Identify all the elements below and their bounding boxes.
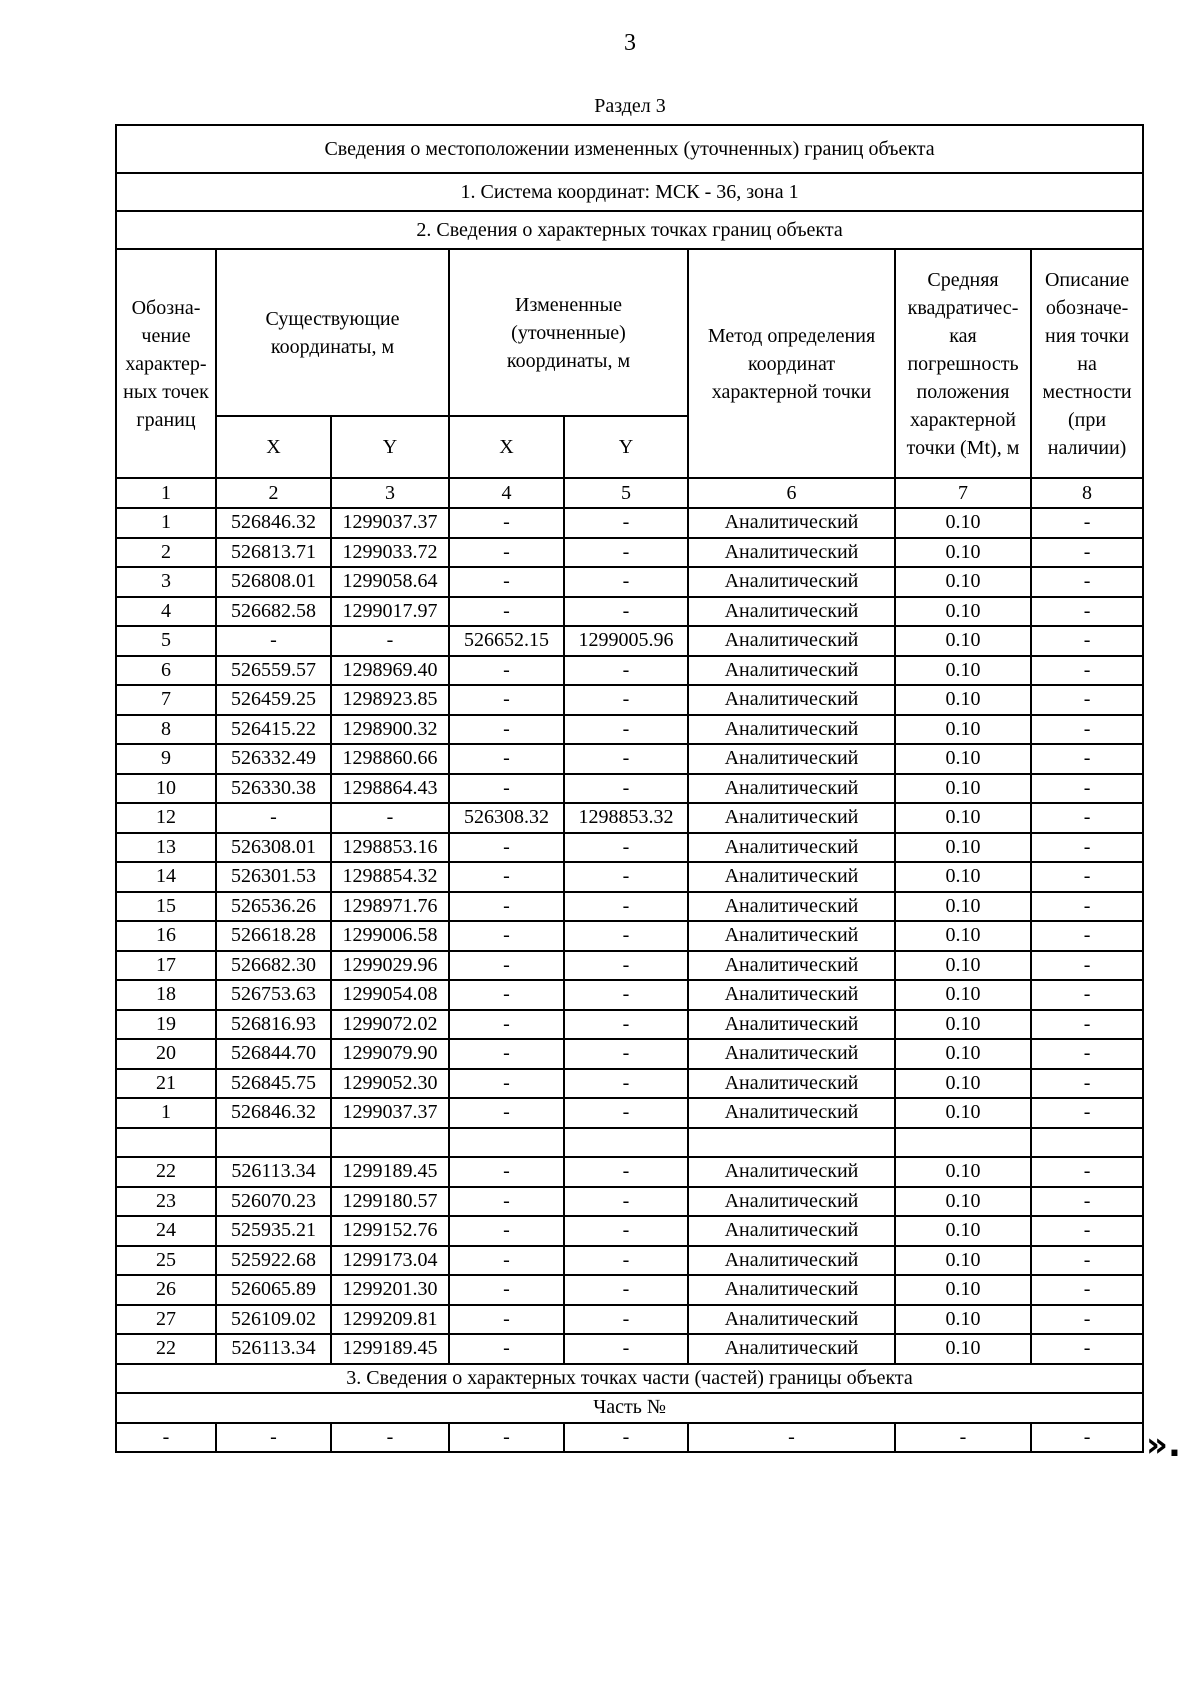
cell-3: 1299033.72 xyxy=(331,538,449,568)
cell-7: 0.10 xyxy=(895,862,1031,892)
table-row xyxy=(116,538,1143,568)
column-number-6: 6 xyxy=(688,478,895,508)
cell-7: 0.10 xyxy=(895,1216,1031,1246)
table-row xyxy=(116,626,1143,656)
cell-2: 526536.26 xyxy=(216,892,331,922)
cell-4: - xyxy=(449,833,564,863)
table-row xyxy=(116,685,1143,715)
cell-1: 19 xyxy=(116,1010,216,1040)
cell-5: - xyxy=(564,1334,688,1364)
column-number-7: 7 xyxy=(895,478,1031,508)
cell-8: - xyxy=(1031,1246,1143,1276)
cell-2: 526846.32 xyxy=(216,1098,331,1128)
cell-1: 9 xyxy=(116,744,216,774)
cell-8: - xyxy=(1031,1216,1143,1246)
cell-6: Аналитический xyxy=(688,685,895,715)
cell-4: - xyxy=(449,685,564,715)
cell-4: - xyxy=(449,715,564,745)
cell-3: 1299189.45 xyxy=(331,1157,449,1187)
cell-8: - xyxy=(1031,1039,1143,1069)
cell-3: - xyxy=(331,626,449,656)
cell-6: Аналитический xyxy=(688,1098,895,1128)
coordinate-system: 1. Система координат: МСК - 36, зона 1 xyxy=(116,173,1143,211)
cell-5: - xyxy=(564,774,688,804)
cell-1: 6 xyxy=(116,656,216,686)
cell-7: 0.10 xyxy=(895,774,1031,804)
column-number-4: 4 xyxy=(449,478,564,508)
cell-4: - xyxy=(449,980,564,1010)
cell-1: 14 xyxy=(116,862,216,892)
table-row xyxy=(116,597,1143,627)
table-row xyxy=(116,1246,1143,1276)
cell-6: Аналитический xyxy=(688,1246,895,1276)
cell-6: Аналитический xyxy=(688,656,895,686)
cell-3: 1299209.81 xyxy=(331,1305,449,1335)
cell-3: 1298853.16 xyxy=(331,833,449,863)
part-cell-6: - xyxy=(688,1423,895,1453)
cell-5: - xyxy=(564,508,688,538)
cell-6: Аналитический xyxy=(688,921,895,951)
cell-7: 0.10 xyxy=(895,508,1031,538)
cell-5: - xyxy=(564,833,688,863)
cell-2: - xyxy=(216,626,331,656)
cell-7: 0.10 xyxy=(895,951,1031,981)
cell-7: 0.10 xyxy=(895,1039,1031,1069)
cell-8: - xyxy=(1031,1275,1143,1305)
cell-3: 1298860.66 xyxy=(331,744,449,774)
cell-8: - xyxy=(1031,685,1143,715)
points-heading: 2. Сведения о характерных точках границ объекта xyxy=(116,211,1143,249)
cell-3: 1299152.76 xyxy=(331,1216,449,1246)
cell-2: 526065.89 xyxy=(216,1275,331,1305)
cell-3: 1298854.32 xyxy=(331,862,449,892)
cell-1: 20 xyxy=(116,1039,216,1069)
cell-2: 525922.68 xyxy=(216,1246,331,1276)
cell-2: 526846.32 xyxy=(216,508,331,538)
cell-2: 526845.75 xyxy=(216,1069,331,1099)
header-changed-y: Y xyxy=(564,416,688,478)
column-number-8: 8 xyxy=(1031,478,1143,508)
cell-5: - xyxy=(564,1246,688,1276)
cell-2: 526753.63 xyxy=(216,980,331,1010)
cell-7: 0.10 xyxy=(895,538,1031,568)
cell-8: - xyxy=(1031,538,1143,568)
cell-6: Аналитический xyxy=(688,1187,895,1217)
cell-6: Аналитический xyxy=(688,951,895,981)
cell-4: - xyxy=(449,1039,564,1069)
cell-2: 526682.58 xyxy=(216,597,331,627)
cell-5: - xyxy=(564,538,688,568)
header-method: Метод определения координат характерной точки xyxy=(688,249,895,478)
cell-8: - xyxy=(1031,744,1143,774)
table-row xyxy=(116,833,1143,863)
cell-5: - xyxy=(564,1069,688,1099)
cell-3: 1298864.43 xyxy=(331,774,449,804)
header-changed-coords: Измененные (уточненные) координаты, м xyxy=(449,249,688,416)
cell-4: - xyxy=(449,951,564,981)
cell-6: Аналитический xyxy=(688,774,895,804)
cell-5: - xyxy=(564,951,688,981)
table-row xyxy=(116,508,1143,538)
cell-1: 22 xyxy=(116,1334,216,1364)
cell-8: - xyxy=(1031,567,1143,597)
cell-3: 1298969.40 xyxy=(331,656,449,686)
cell-3: 1299180.57 xyxy=(331,1187,449,1217)
cell-7: 0.10 xyxy=(895,1305,1031,1335)
cell-7: 0.10 xyxy=(895,803,1031,833)
cell-7: 0.10 xyxy=(895,715,1031,745)
cell-2: 526682.30 xyxy=(216,951,331,981)
cell-2: 526808.01 xyxy=(216,567,331,597)
part-row xyxy=(116,1423,1143,1453)
cell-2: 525935.21 xyxy=(216,1216,331,1246)
cell-4: - xyxy=(449,1216,564,1246)
cell-5: - xyxy=(564,567,688,597)
cell-4: - xyxy=(449,921,564,951)
header-error: Средняя квадратичес-кая погрешность положения характерной точки (Mt), м xyxy=(895,249,1031,478)
section-title: Раздел 3 xyxy=(594,95,666,117)
cell-3: 1298923.85 xyxy=(331,685,449,715)
cell-4: - xyxy=(449,774,564,804)
cell-1: 27 xyxy=(116,1305,216,1335)
cell-4: 526652.15 xyxy=(449,626,564,656)
cell-3: 1298900.32 xyxy=(331,715,449,745)
cell-2: 526816.93 xyxy=(216,1010,331,1040)
cell-8: - xyxy=(1031,715,1143,745)
cell-4: - xyxy=(449,567,564,597)
cell-1: 13 xyxy=(116,833,216,863)
cell-8: - xyxy=(1031,1157,1143,1187)
cell-1: 17 xyxy=(116,951,216,981)
table-row xyxy=(116,892,1143,922)
cell-1: 4 xyxy=(116,597,216,627)
cell-7: 0.10 xyxy=(895,567,1031,597)
header-description: Описание обозначе-ния точки на местности (при наличии) xyxy=(1031,249,1143,478)
cell-5: - xyxy=(564,1275,688,1305)
cell-4: - xyxy=(449,1334,564,1364)
cell-6: Аналитический xyxy=(688,892,895,922)
header-changed-x: X xyxy=(449,416,564,478)
cell-8: - xyxy=(1031,1010,1143,1040)
part-cell-2: - xyxy=(216,1423,331,1453)
cell-1: 21 xyxy=(116,1069,216,1099)
table-row xyxy=(116,715,1143,745)
table-row xyxy=(116,980,1143,1010)
cell-7: 0.10 xyxy=(895,1010,1031,1040)
table-row xyxy=(116,1187,1143,1217)
cell-5: - xyxy=(564,921,688,951)
cell-6: Аналитический xyxy=(688,1010,895,1040)
table-row xyxy=(116,1010,1143,1040)
column-number-row xyxy=(116,478,1143,508)
cell-5: - xyxy=(564,656,688,686)
cell-7: 0.10 xyxy=(895,685,1031,715)
cell-5: - xyxy=(564,1305,688,1335)
cell-5: - xyxy=(564,597,688,627)
cell-1: 12 xyxy=(116,803,216,833)
cell-1: 10 xyxy=(116,774,216,804)
cell-6: Аналитический xyxy=(688,597,895,627)
cell-4: - xyxy=(449,1187,564,1217)
cell-7: 0.10 xyxy=(895,921,1031,951)
cell-2: 526559.57 xyxy=(216,656,331,686)
cell-4: - xyxy=(449,656,564,686)
header-existing-coords: Существующие координаты, м xyxy=(216,249,449,416)
boundary-table xyxy=(115,124,1144,1453)
cell-8: - xyxy=(1031,803,1143,833)
table-row xyxy=(116,1039,1143,1069)
table-row xyxy=(116,1334,1143,1364)
cell-5: - xyxy=(564,980,688,1010)
part-cell-7: - xyxy=(895,1423,1031,1453)
cell-7: 0.10 xyxy=(895,1098,1031,1128)
cell-6: Аналитический xyxy=(688,567,895,597)
cell-4: - xyxy=(449,1246,564,1276)
cell-4: - xyxy=(449,538,564,568)
cell-2: 526308.01 xyxy=(216,833,331,863)
cell-4: - xyxy=(449,892,564,922)
cell-2: 526070.23 xyxy=(216,1187,331,1217)
cell-1: 26 xyxy=(116,1275,216,1305)
cell-3: 1299201.30 xyxy=(331,1275,449,1305)
cell-3: 1299072.02 xyxy=(331,1010,449,1040)
table-row xyxy=(116,1305,1143,1335)
cell-2: 526813.71 xyxy=(216,538,331,568)
cell-1: 23 xyxy=(116,1187,216,1217)
cell-8: - xyxy=(1031,656,1143,686)
cell-3: 1299173.04 xyxy=(331,1246,449,1276)
cell-8: - xyxy=(1031,1305,1143,1335)
cell-6: Аналитический xyxy=(688,538,895,568)
cell-5: 1299005.96 xyxy=(564,626,688,656)
cell-6: Аналитический xyxy=(688,980,895,1010)
cell-3: 1299017.97 xyxy=(331,597,449,627)
cell-4: - xyxy=(449,1010,564,1040)
cell-5: - xyxy=(564,1039,688,1069)
cell-7: 0.10 xyxy=(895,626,1031,656)
cell-6: Аналитический xyxy=(688,715,895,745)
cell-6: Аналитический xyxy=(688,1069,895,1099)
cell-5: - xyxy=(564,685,688,715)
cell-5: - xyxy=(564,892,688,922)
column-number-5: 5 xyxy=(564,478,688,508)
cell-6: Аналитический xyxy=(688,1039,895,1069)
cell-8: - xyxy=(1031,1334,1143,1364)
cell-8: - xyxy=(1031,862,1143,892)
cell-1: 22 xyxy=(116,1157,216,1187)
cell-6: Аналитический xyxy=(688,1157,895,1187)
table-caption: Сведения о местоположении измененных (уточненных) границ объекта xyxy=(116,125,1143,173)
cell-5: - xyxy=(564,862,688,892)
cell-3: 1299029.96 xyxy=(331,951,449,981)
cell-4: - xyxy=(449,1305,564,1335)
table-row xyxy=(116,567,1143,597)
table-row xyxy=(116,951,1143,981)
cell-8: - xyxy=(1031,833,1143,863)
cell-1: 7 xyxy=(116,685,216,715)
table-row xyxy=(116,1275,1143,1305)
cell-8: - xyxy=(1031,774,1143,804)
table-row xyxy=(116,1069,1143,1099)
cell-2: 526618.28 xyxy=(216,921,331,951)
cell-7: 0.10 xyxy=(895,597,1031,627)
column-number-3: 3 xyxy=(331,478,449,508)
cell-3: 1299058.64 xyxy=(331,567,449,597)
part-cell-3: - xyxy=(331,1423,449,1453)
cell-8: - xyxy=(1031,1098,1143,1128)
cell-6: Аналитический xyxy=(688,803,895,833)
cell-3: 1299006.58 xyxy=(331,921,449,951)
cell-2: 526844.70 xyxy=(216,1039,331,1069)
cell-7: 0.10 xyxy=(895,892,1031,922)
cell-4: - xyxy=(449,1157,564,1187)
cell-2: 526330.38 xyxy=(216,774,331,804)
cell-1: 24 xyxy=(116,1216,216,1246)
part-cell-8: - xyxy=(1031,1423,1143,1453)
cell-4: - xyxy=(449,508,564,538)
cell-6: Аналитический xyxy=(688,508,895,538)
cell-7: 0.10 xyxy=(895,980,1031,1010)
table-row xyxy=(116,656,1143,686)
cell-7: 0.10 xyxy=(895,1187,1031,1217)
cell-4: - xyxy=(449,862,564,892)
cell-6: Аналитический xyxy=(688,1305,895,1335)
cell-4: - xyxy=(449,1275,564,1305)
cell-4: 526308.32 xyxy=(449,803,564,833)
cell-7: 0.10 xyxy=(895,1275,1031,1305)
header-point-designation: Обозна-чение характер-ных точек границ xyxy=(116,249,216,478)
cell-5: - xyxy=(564,1010,688,1040)
cell-2: - xyxy=(216,803,331,833)
cell-2: 526301.53 xyxy=(216,862,331,892)
cell-8: - xyxy=(1031,508,1143,538)
page-number: 3 xyxy=(624,30,636,56)
cell-1: 3 xyxy=(116,567,216,597)
cell-1: 18 xyxy=(116,980,216,1010)
cell-8: - xyxy=(1031,892,1143,922)
cell-2: 526113.34 xyxy=(216,1334,331,1364)
cell-6: Аналитический xyxy=(688,1275,895,1305)
cell-6: Аналитический xyxy=(688,1216,895,1246)
cell-7: 0.10 xyxy=(895,833,1031,863)
cell-3: 1298971.76 xyxy=(331,892,449,922)
cell-4: - xyxy=(449,597,564,627)
cell-8: - xyxy=(1031,597,1143,627)
table-row xyxy=(116,1216,1143,1246)
cell-7: 0.10 xyxy=(895,1334,1031,1364)
column-number-2: 2 xyxy=(216,478,331,508)
table-row xyxy=(116,774,1143,804)
table-row xyxy=(116,862,1143,892)
cell-2: 526459.25 xyxy=(216,685,331,715)
cell-1: 25 xyxy=(116,1246,216,1276)
cell-3: 1299189.45 xyxy=(331,1334,449,1364)
cell-5: - xyxy=(564,744,688,774)
cell-1: 8 xyxy=(116,715,216,745)
cell-8: - xyxy=(1031,1069,1143,1099)
cell-5: - xyxy=(564,715,688,745)
empty-separator-row xyxy=(116,1128,1143,1158)
cell-7: 0.10 xyxy=(895,1157,1031,1187)
cell-1: 1 xyxy=(116,1098,216,1128)
cell-2: 526415.22 xyxy=(216,715,331,745)
cell-3: - xyxy=(331,803,449,833)
cell-3: 1299079.90 xyxy=(331,1039,449,1069)
cell-3: 1299054.08 xyxy=(331,980,449,1010)
table-row xyxy=(116,1098,1143,1128)
cell-6: Аналитический xyxy=(688,833,895,863)
cell-5: - xyxy=(564,1187,688,1217)
cell-3: 1299052.30 xyxy=(331,1069,449,1099)
cell-3: 1299037.37 xyxy=(331,508,449,538)
cell-1: 16 xyxy=(116,921,216,951)
part-cell-1: - xyxy=(116,1423,216,1453)
cell-2: 526332.49 xyxy=(216,744,331,774)
cell-8: - xyxy=(1031,626,1143,656)
cell-5: - xyxy=(564,1157,688,1187)
cell-8: - xyxy=(1031,951,1143,981)
cell-5: 1298853.32 xyxy=(564,803,688,833)
cell-7: 0.10 xyxy=(895,1246,1031,1276)
cell-8: - xyxy=(1031,1187,1143,1217)
table-row xyxy=(116,744,1143,774)
cell-2: 526109.02 xyxy=(216,1305,331,1335)
header-existing-x: X xyxy=(216,416,331,478)
cell-2: 526113.34 xyxy=(216,1157,331,1187)
table-row xyxy=(116,921,1143,951)
closing-quote: ». xyxy=(1146,1425,1181,1465)
cell-4: - xyxy=(449,1069,564,1099)
cell-7: 0.10 xyxy=(895,1069,1031,1099)
parts-heading: 3. Сведения о характерных точках части (частей) границы объекта xyxy=(116,1364,1143,1394)
cell-4: - xyxy=(449,1098,564,1128)
cell-3: 1299037.37 xyxy=(331,1098,449,1128)
column-number-1: 1 xyxy=(116,478,216,508)
cell-1: 15 xyxy=(116,892,216,922)
cell-7: 0.10 xyxy=(895,744,1031,774)
cell-6: Аналитический xyxy=(688,744,895,774)
cell-6: Аналитический xyxy=(688,862,895,892)
header-existing-y: Y xyxy=(331,416,449,478)
cell-1: 5 xyxy=(116,626,216,656)
table-row xyxy=(116,1157,1143,1187)
cell-8: - xyxy=(1031,980,1143,1010)
part-cell-5: - xyxy=(564,1423,688,1453)
cell-1: 1 xyxy=(116,508,216,538)
cell-7: 0.10 xyxy=(895,656,1031,686)
cell-5: - xyxy=(564,1216,688,1246)
cell-6: Аналитический xyxy=(688,1334,895,1364)
cell-4: - xyxy=(449,744,564,774)
part-label: Часть № xyxy=(116,1393,1143,1423)
part-cell-4: - xyxy=(449,1423,564,1453)
cell-8: - xyxy=(1031,921,1143,951)
cell-5: - xyxy=(564,1098,688,1128)
table-row xyxy=(116,803,1143,833)
cell-1: 2 xyxy=(116,538,216,568)
cell-6: Аналитический xyxy=(688,626,895,656)
